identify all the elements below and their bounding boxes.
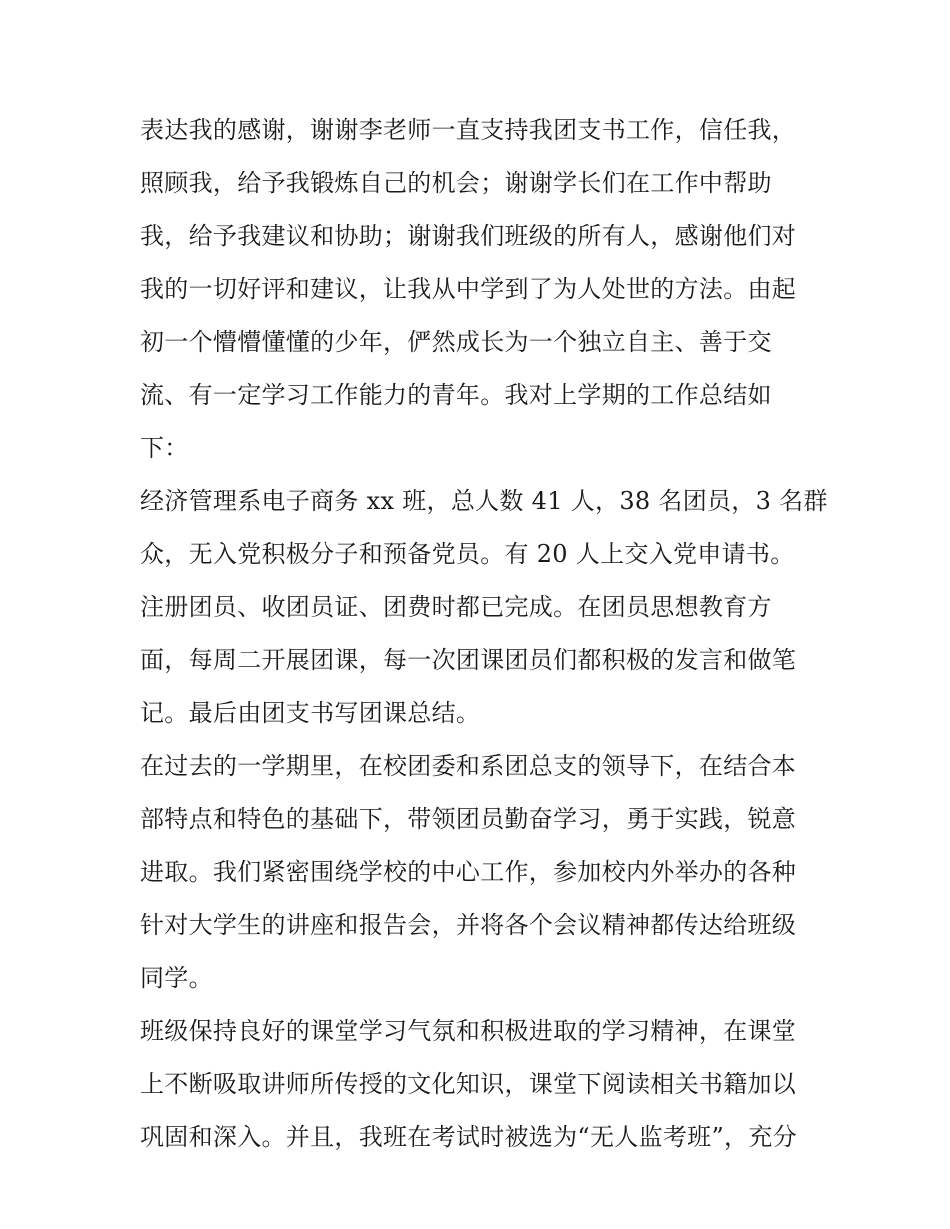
text-line: 进取。我们紧密围绕学校的中心工作，参加校内外举办的各种 <box>140 858 797 886</box>
text-line: 照顾我，给予我锻炼自己的机会；谢谢学长们在工作中帮助 <box>140 169 772 197</box>
text-line: 记。最后由团支书写团课总结。 <box>140 699 481 727</box>
text-line: 流、有一定学习工作能力的青年。我对上学期的工作总结如 <box>140 381 772 409</box>
text-line: 同学。 <box>140 964 213 992</box>
text-line: 在过去的一学期里，在校团委和系团总支的领导下，在结合本 <box>140 752 797 780</box>
text-line: 初一个懵懵懂懂的少年，俨然成长为一个独立自主、善于交 <box>140 328 772 356</box>
text-line: 面，每周二开展团课，每一次团课团员们都积极的发言和做笔 <box>140 646 797 674</box>
document-body <box>140 104 828 1164</box>
text-line: 巩固和深入。并且，我班在考试时被选为“无人监考班”，充分 <box>140 1123 797 1151</box>
text-line: 下： <box>140 434 189 462</box>
text-line: 班级保持良好的课堂学习气氛和积极进取的学习精神，在课堂 <box>140 1017 797 1045</box>
text-line: 我的一切好评和建议，让我从中学到了为人处世的方法。由起 <box>140 275 797 303</box>
text-line: 众，无入党积极分子和预备党员。有 20 人上交入党申请书。 <box>140 540 795 568</box>
text-line: 我，给予我建议和协助；谢谢我们班级的所有人，感谢他们对 <box>140 222 797 250</box>
text-line: 上不断吸取讲师所传授的文化知识，课堂下阅读相关书籍加以 <box>140 1070 797 1098</box>
text-line: 经济管理系电子商务 xx 班，总人数 41 人，38 名团员，3 名群 <box>140 487 828 515</box>
text-line: 针对大学生的讲座和报告会，并将各个会议精神都传达给班级 <box>140 911 797 939</box>
text-line: 表达我的感谢，谢谢李老师一直支持我团支书工作，信任我， <box>140 116 797 144</box>
text-line: 注册团员、收团员证、团费时都已完成。在团员思想教育方 <box>140 593 772 621</box>
text-line: 部特点和特色的基础下，带领团员勤奋学习，勇于实践，锐意 <box>140 805 797 833</box>
